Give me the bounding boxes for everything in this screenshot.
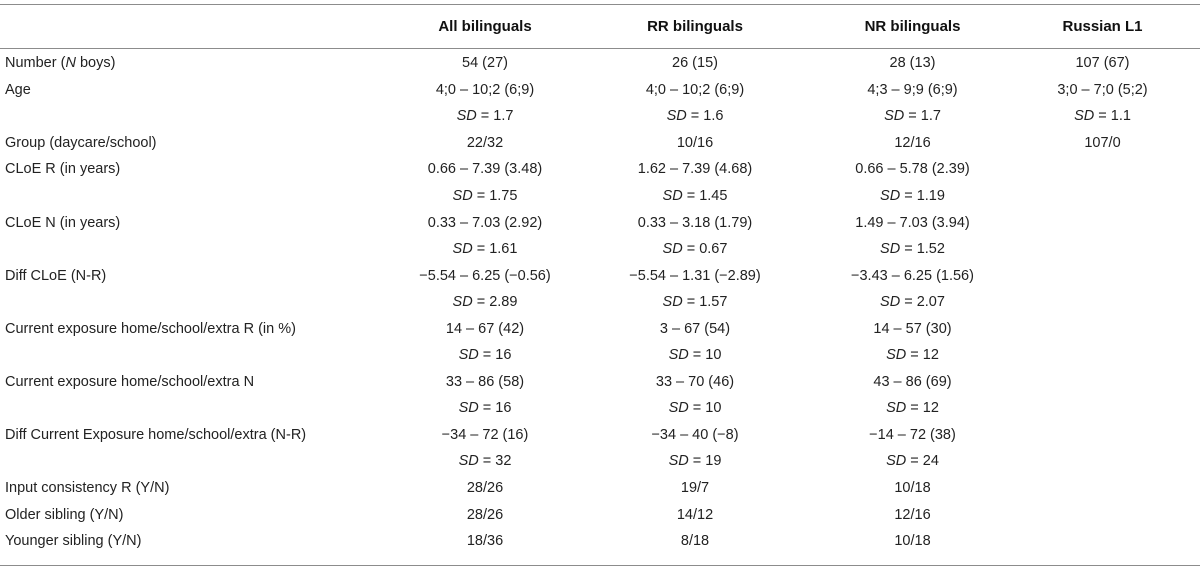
table-cell: 10/18 [894,533,931,550]
sd-equals: = [900,294,917,311]
sd-symbol: SD [1074,108,1095,125]
sd-symbol: SD [662,188,683,204]
row-label [0,183,400,210]
sd-symbol: SD [886,347,907,364]
table-cell [400,342,570,369]
sd-symbol: SD [886,453,907,470]
table-cell: 28/26 [466,506,504,523]
row-label [0,236,400,263]
table-cell: 19/7 [680,480,710,497]
sd-value: 32 [495,453,512,470]
row-label: Age [5,81,31,98]
table-cell [1005,422,1200,449]
table-row [0,475,1200,502]
header-cell-rr-bilinguals: RR bilinguals [647,18,743,35]
sd-value: 19 [705,453,722,470]
header-cell-nr-bilinguals: NR bilinguals [864,18,961,35]
sd-symbol: SD [668,400,689,417]
table-cell: −34 – 40 (−8) [651,426,739,443]
table-cell: 14/12 [676,506,714,523]
table-cell [1005,528,1200,555]
table-row [0,77,1200,104]
row-label [0,448,400,475]
table-cell: −5.54 – 6.25 (−0.56) [419,267,551,284]
sd-equals: = [686,108,704,125]
table-cell: 1.62 – 7.39 (4.68) [637,161,753,178]
sd-equals: = [682,241,700,258]
demographics-table [0,5,1200,554]
table-cell [1005,262,1200,289]
table-cell [400,395,570,422]
table-row [0,48,1200,77]
table-cell [1005,156,1200,183]
row-label [0,395,400,422]
table-cell [1005,236,1200,263]
table-row [0,130,1200,157]
sd-equals: = [472,294,490,311]
table-cell: 0.33 – 3.18 (1.79) [637,214,753,231]
sd-value: 1.57 [699,294,728,311]
row-label: Group (daycare/school) [5,134,157,151]
row-label: Current exposure home/school/extra N [5,373,255,390]
table-cell: −5.54 – 1.31 (−2.89) [629,267,761,284]
row-label [0,48,400,77]
sd-symbol: SD [886,400,907,417]
sd-symbol: SD [880,188,901,204]
sd-value: 1.7 [493,108,514,125]
sd-equals: = [682,188,700,204]
header-cell-label [0,5,400,48]
sd-equals: = [682,294,700,311]
sd-equals: = [478,347,496,364]
sd-equals: = [906,453,923,470]
table-cell [1005,103,1200,130]
table-row-sd [0,289,1200,316]
table-row [0,501,1200,528]
table-cell: 43 – 86 (69) [873,373,952,390]
sd-symbol: SD [668,347,689,364]
row-label: Diff CLoE (N-R) [5,267,107,284]
table-cell: 28 (13) [889,55,936,72]
table-cell [820,395,1005,422]
row-label: CLoE N (in years) [5,214,121,231]
table-cell [1005,342,1200,369]
sd-value: 12 [922,400,939,417]
table-cell [400,289,570,316]
table-cell [570,289,820,316]
table-row-sd [0,448,1200,475]
sd-value: 24 [922,453,939,470]
row-label-text: Number ( [5,55,66,72]
table-row-sd [0,183,1200,210]
table-row [0,156,1200,183]
header-cell-all-bilinguals: All bilinguals [438,18,532,35]
sd-symbol: SD [668,453,689,470]
row-label [0,289,400,316]
sd-symbol: SD [452,294,473,311]
table-cell: 18/36 [466,533,504,550]
sd-value: 2.07 [916,294,945,311]
sd-equals: = [476,108,494,125]
table-cell: 1.49 – 7.03 (3.94) [855,214,970,231]
sd-value: 16 [495,347,512,364]
table-row [0,209,1200,236]
table-cell: −3.43 – 6.25 (1.56) [851,267,974,284]
sd-symbol: SD [458,400,479,417]
table-cell: 107 (67) [1075,55,1130,72]
table-cell: 10/16 [676,134,714,151]
table-cell: 12/16 [894,134,931,151]
sd-symbol: SD [452,241,473,258]
sd-value: 2.89 [489,294,518,311]
table-cell [820,183,1005,210]
table-row [0,528,1200,555]
table-cell: 4;0 – 10;2 (6;9) [435,81,535,98]
header-row [0,5,1200,48]
table-cell: 0.33 – 7.03 (2.92) [427,214,543,231]
sd-value: 1.45 [699,188,728,204]
table-cell: 54 (27) [462,55,508,72]
table-cell [1005,289,1200,316]
table-row [0,369,1200,396]
table-cell [1005,369,1200,396]
table-cell: 107/0 [1084,134,1121,151]
table-cell [1005,501,1200,528]
sd-value: 10 [705,347,722,364]
table-cell [1005,209,1200,236]
sd-value: 10 [705,400,722,417]
table-cell: −34 – 72 (16) [441,426,529,443]
table-cell [1005,448,1200,475]
table-cell [1005,183,1200,210]
bottom-rule [0,565,1200,566]
table-cell [570,103,820,130]
header-cell-russian-l1: Russian L1 [1062,18,1143,35]
row-label: Older sibling (Y/N) [5,506,124,523]
sd-value: 1.52 [916,241,945,258]
sd-symbol: SD [458,453,479,470]
sd-value: 0.67 [699,241,728,258]
sd-symbol: SD [880,241,901,258]
table-row [0,422,1200,449]
table-cell [570,395,820,422]
sd-value: 1.75 [489,188,518,204]
table-cell: 12/16 [894,506,931,523]
sd-equals: = [688,347,706,364]
table-cell: 3 – 67 (54) [659,320,731,337]
sd-symbol: SD [458,347,479,364]
table-row-sd [0,395,1200,422]
table-cell [570,342,820,369]
table-cell [820,289,1005,316]
sd-value: 1.6 [703,108,724,125]
table-cell: 10/18 [894,480,931,497]
table-cell: 3;0 – 7;0 (5;2) [1057,81,1148,98]
sd-equals: = [900,188,917,204]
table-cell [820,448,1005,475]
table-cell: 14 – 57 (30) [873,320,952,337]
sd-equals: = [478,453,496,470]
sd-symbol: SD [456,108,477,125]
table-cell [820,236,1005,263]
table-cell [570,236,820,263]
row-label: CLoE R (in years) [5,161,121,178]
table-cell [820,342,1005,369]
table-row [0,315,1200,342]
sd-value: 1.61 [489,241,518,258]
sd-equals: = [900,241,917,258]
sd-value: 12 [922,347,939,364]
row-label: Younger sibling (Y/N) [5,533,142,550]
table-cell: 4;0 – 10;2 (6;9) [645,81,745,98]
table-cell: −14 – 72 (38) [869,426,956,443]
row-label: Diff Current Exposure home/school/extra (N-R) [5,426,307,443]
table-cell: 28/26 [466,480,504,497]
sd-value: 16 [495,400,512,417]
sd-symbol: SD [662,241,683,258]
table-row-sd [0,342,1200,369]
row-label-italic: N [65,55,76,72]
table-row [0,262,1200,289]
table-cell [820,103,1005,130]
sd-symbol: SD [880,294,901,311]
table-cell [1005,315,1200,342]
table-cell: 8/18 [680,533,710,550]
table-cell [400,183,570,210]
sd-symbol: SD [452,188,473,204]
sd-equals: = [906,400,923,417]
table-cell [570,448,820,475]
sd-equals: = [472,188,490,204]
sd-equals: = [1094,108,1111,125]
sd-equals: = [688,453,706,470]
table-row-sd [0,103,1200,130]
table-body [0,48,1200,554]
sd-equals: = [904,108,921,125]
table-cell: 33 – 86 (58) [445,373,525,390]
table-cell [1005,395,1200,422]
sd-value: 1.19 [916,188,945,204]
table-cell [400,103,570,130]
table-cell: 0.66 – 7.39 (3.48) [427,161,543,178]
sd-equals: = [472,241,490,258]
sd-value: 1.1 [1110,108,1131,125]
table-cell: 22/32 [466,134,504,151]
table-cell [1005,475,1200,502]
sd-symbol: SD [666,108,687,125]
sd-equals: = [906,347,923,364]
row-label [0,103,400,130]
table-cell: 33 – 70 (46) [655,373,735,390]
table-cell [570,183,820,210]
row-label-suffix: boys) [75,55,116,72]
table-row-sd [0,236,1200,263]
table-cell [400,236,570,263]
table-cell: 0.66 – 5.78 (2.39) [855,161,970,178]
table-cell [400,448,570,475]
sd-equals: = [688,400,706,417]
table-cell: 14 – 67 (42) [445,320,525,337]
sd-symbol: SD [662,294,683,311]
row-label: Input consistency R (Y/N) [5,480,170,497]
table-cell: 26 (15) [672,55,718,72]
sd-value: 1.7 [920,108,941,125]
table-cell: 4;3 – 9;9 (6;9) [867,81,958,98]
sd-equals: = [478,400,496,417]
row-label [0,342,400,369]
row-label: Current exposure home/school/extra R (in %) [5,320,296,337]
sd-symbol: SD [884,108,905,125]
